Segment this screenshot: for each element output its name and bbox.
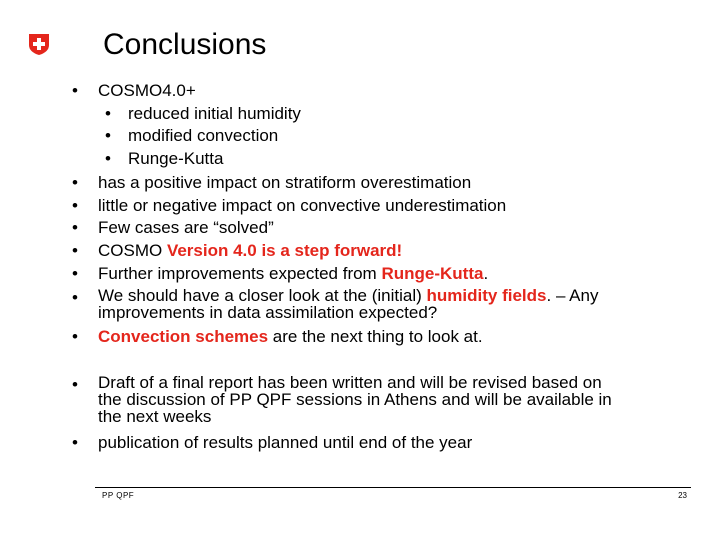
swiss-cross-icon	[27, 32, 51, 56]
list-item: • Convection schemes are the next thing to look at.	[72, 327, 483, 346]
sub-list-item: • reduced initial humidity	[105, 104, 301, 123]
highlight-text: Runge-Kutta	[381, 264, 484, 283]
page-title: Conclusions	[103, 28, 267, 61]
list-item: • publication of results planned until end of the year	[72, 433, 473, 452]
list-item: • has a positive impact on stratiform overestimation	[72, 173, 472, 192]
bullet-icon: •	[72, 173, 78, 192]
list-item: • We should have a closer look at the (initial) humidity fields. – Any improvements in data assimilation expected?	[72, 286, 599, 322]
bullet-icon: •	[72, 241, 78, 260]
sub-list-item: • Runge-Kutta	[105, 149, 224, 168]
bullet-icon: •	[72, 196, 78, 215]
highlight-text: humidity fields	[426, 286, 547, 305]
footer-divider	[95, 487, 691, 488]
sub-list-item: • modified convection	[105, 126, 279, 145]
bullet-icon: •	[105, 126, 111, 145]
bullet-icon: •	[105, 104, 111, 123]
bullet-icon: •	[105, 149, 111, 168]
list-item: • COSMO Version 4.0 is a step forward!	[72, 241, 403, 260]
bullet-icon: •	[72, 218, 78, 237]
list-item: • Further improvements expected from Runge-Kutta.	[72, 264, 489, 283]
list-item: • Few cases are “solved”	[72, 218, 274, 237]
bullet-icon: •	[72, 433, 78, 452]
footer-label: PP QPF	[102, 491, 135, 500]
highlight-text: Version 4.0 is a step forward!	[166, 241, 403, 260]
bullet-icon: •	[72, 81, 78, 100]
list-item: • Draft of a final report has been written and will be revised based on the discussion of PP QPF sessions in Athens and will be available in the next weeks	[72, 373, 612, 426]
bullet-icon: •	[72, 375, 78, 394]
list-item: • COSMO4.0+	[72, 81, 196, 100]
bullet-icon: •	[72, 327, 78, 346]
page-number: 23	[678, 491, 687, 500]
list-item: • little or negative impact on convective underestimation	[72, 196, 507, 215]
highlight-text: Convection schemes	[98, 327, 269, 346]
bullet-icon: •	[72, 264, 78, 283]
bullet-icon: •	[72, 288, 78, 307]
